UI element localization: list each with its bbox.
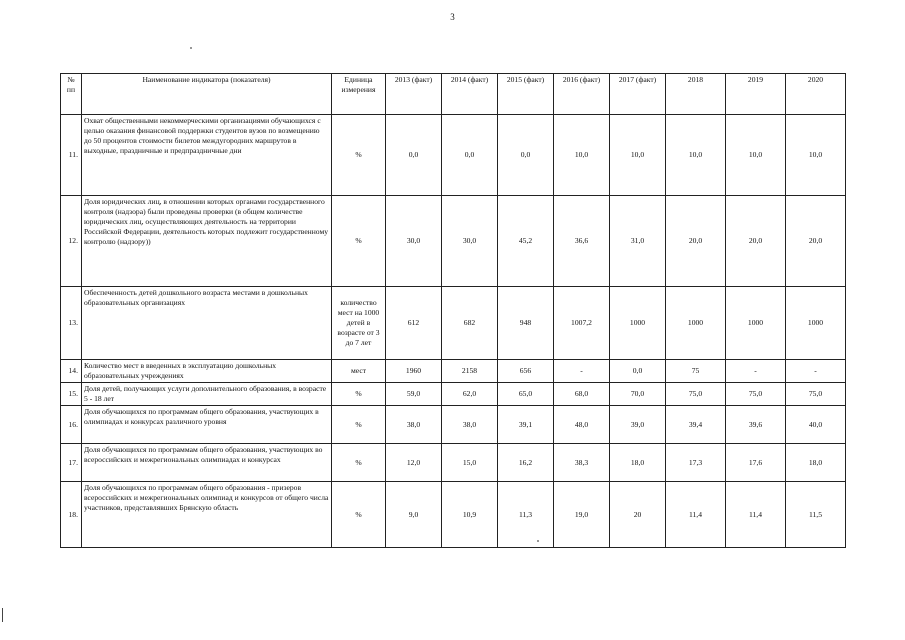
column-header: 2017 (факт) (610, 74, 666, 115)
unit-cell: % (332, 115, 386, 196)
value-cell: - (786, 360, 846, 383)
indicator-name: Доля обучающихся по программам общего образования, участвующих в олимпиадах и конкурсах различного уровня (82, 406, 332, 444)
value-cell: 30,0 (442, 196, 498, 287)
row-number: 13. (61, 287, 82, 360)
value-cell: 10,9 (442, 482, 498, 548)
value-cell: 31,0 (610, 196, 666, 287)
row-number: 15. (61, 383, 82, 406)
value-cell: - (554, 360, 610, 383)
column-header: 2015 (факт) (498, 74, 554, 115)
value-cell: 0,0 (386, 115, 442, 196)
indicator-name: Охват общественными некоммерческими организациями обучающихся с целью оказания финансовой поддержки студентов вузов по возмещению до 50 процентов стоимости билетов междугородних маршрутов в выходные, праздничные и предпраздничные дни (82, 115, 332, 196)
scan-speck (190, 47, 192, 49)
value-cell: 36,6 (554, 196, 610, 287)
value-cell: 11,3 (498, 482, 554, 548)
table-row (61, 287, 846, 360)
unit-cell: % (332, 196, 386, 287)
value-cell: 1000 (610, 287, 666, 360)
row-number: 18. (61, 482, 82, 548)
column-header: 2020 (786, 74, 846, 115)
value-cell: 1000 (786, 287, 846, 360)
unit-cell: % (332, 482, 386, 548)
table-row (61, 115, 846, 196)
value-cell: 38,0 (442, 406, 498, 444)
row-number: 11. (61, 115, 82, 196)
indicator-name: Доля обучающихся по программам общего образования - призеров всероссийских и межрегиональных олимпиад и конкурсов от общего числа участников, представлявших Брянскую область (82, 482, 332, 548)
indicator-name: Количество мест в введенных в эксплуатацию дошкольных образовательных учреждениях (82, 360, 332, 383)
value-cell: 40,0 (786, 406, 846, 444)
indicator-name: Доля обучающихся по программам общего образования, участвующих во всероссийских и межрегиональных олимпиадах и конкурсах (82, 444, 332, 482)
value-cell: 11,4 (726, 482, 786, 548)
table-row (61, 196, 846, 287)
value-cell: 0,0 (610, 360, 666, 383)
value-cell: 20 (610, 482, 666, 548)
value-cell: 59,0 (386, 383, 442, 406)
margin-mark (2, 608, 3, 622)
value-cell: 682 (442, 287, 498, 360)
value-cell: 39,0 (610, 406, 666, 444)
value-cell: 2158 (442, 360, 498, 383)
value-cell: 18,0 (610, 444, 666, 482)
value-cell: 1007,2 (554, 287, 610, 360)
unit-cell: % (332, 406, 386, 444)
value-cell: 17,3 (666, 444, 726, 482)
value-cell: - (726, 360, 786, 383)
value-cell: 70,0 (610, 383, 666, 406)
value-cell: 1960 (386, 360, 442, 383)
column-header: 2018 (666, 74, 726, 115)
value-cell: 19,0 (554, 482, 610, 548)
value-cell: 39,1 (498, 406, 554, 444)
value-cell: 10,0 (786, 115, 846, 196)
value-cell: 0,0 (498, 115, 554, 196)
value-cell: 68,0 (554, 383, 610, 406)
unit-cell: % (332, 444, 386, 482)
row-number: 12. (61, 196, 82, 287)
unit-cell: количество мест на 1000 детей в возрасте от 3 до 7 лет (332, 287, 386, 360)
row-number: 16. (61, 406, 82, 444)
value-cell: 75,0 (666, 383, 726, 406)
value-cell: 75,0 (726, 383, 786, 406)
table-row (61, 482, 846, 548)
value-cell: 10,0 (726, 115, 786, 196)
value-cell: 20,0 (786, 196, 846, 287)
table-row (61, 360, 846, 383)
value-cell: 9,0 (386, 482, 442, 548)
value-cell: 948 (498, 287, 554, 360)
value-cell: 18,0 (786, 444, 846, 482)
column-header: № пп (61, 74, 82, 115)
value-cell: 0,0 (442, 115, 498, 196)
value-cell: 75,0 (786, 383, 846, 406)
scan-speck (537, 540, 539, 542)
value-cell: 10,0 (554, 115, 610, 196)
indicator-name: Доля юридических лиц, в отношении которых органами государственного контроля (надзора) были проведены проверки (в общем количестве юридических лиц, осуществляющих деятельность на территории Российской Федерации, деятельность которых подлежит государственному контролю (надзору)) (82, 196, 332, 287)
value-cell: 16,2 (498, 444, 554, 482)
value-cell: 11,4 (666, 482, 726, 548)
table-header-row (61, 74, 846, 115)
value-cell: 45,2 (498, 196, 554, 287)
value-cell: 30,0 (386, 196, 442, 287)
value-cell: 65,0 (498, 383, 554, 406)
table-row (61, 383, 846, 406)
value-cell: 15,0 (442, 444, 498, 482)
indicator-name: Обеспеченность детей дошкольного возраста местами в дошкольных образовательных организациях (82, 287, 332, 360)
value-cell: 11,5 (786, 482, 846, 548)
value-cell: 612 (386, 287, 442, 360)
value-cell: 38,0 (386, 406, 442, 444)
value-cell: 12,0 (386, 444, 442, 482)
value-cell: 17,6 (726, 444, 786, 482)
value-cell: 48,0 (554, 406, 610, 444)
value-cell: 20,0 (726, 196, 786, 287)
column-header: 2019 (726, 74, 786, 115)
table-row (61, 444, 846, 482)
table-row (61, 406, 846, 444)
row-number: 17. (61, 444, 82, 482)
value-cell: 1000 (726, 287, 786, 360)
value-cell: 20,0 (666, 196, 726, 287)
value-cell: 10,0 (666, 115, 726, 196)
column-header: Единица измерения (332, 74, 386, 115)
value-cell: 75 (666, 360, 726, 383)
row-number: 14. (61, 360, 82, 383)
indicators-table (60, 73, 846, 548)
page-number: 3 (450, 12, 455, 22)
value-cell: 1000 (666, 287, 726, 360)
value-cell: 39,6 (726, 406, 786, 444)
indicator-name: Доля детей, получающих услуги дополнительного образования, в возрасте 5 - 18 лет (82, 383, 332, 406)
value-cell: 62,0 (442, 383, 498, 406)
unit-cell: мест (332, 360, 386, 383)
column-header: 2016 (факт) (554, 74, 610, 115)
value-cell: 38,3 (554, 444, 610, 482)
column-header: Наименование индикатора (показателя) (82, 74, 332, 115)
value-cell: 656 (498, 360, 554, 383)
value-cell: 10,0 (610, 115, 666, 196)
unit-cell: % (332, 383, 386, 406)
column-header: 2014 (факт) (442, 74, 498, 115)
value-cell: 39,4 (666, 406, 726, 444)
column-header: 2013 (факт) (386, 74, 442, 115)
